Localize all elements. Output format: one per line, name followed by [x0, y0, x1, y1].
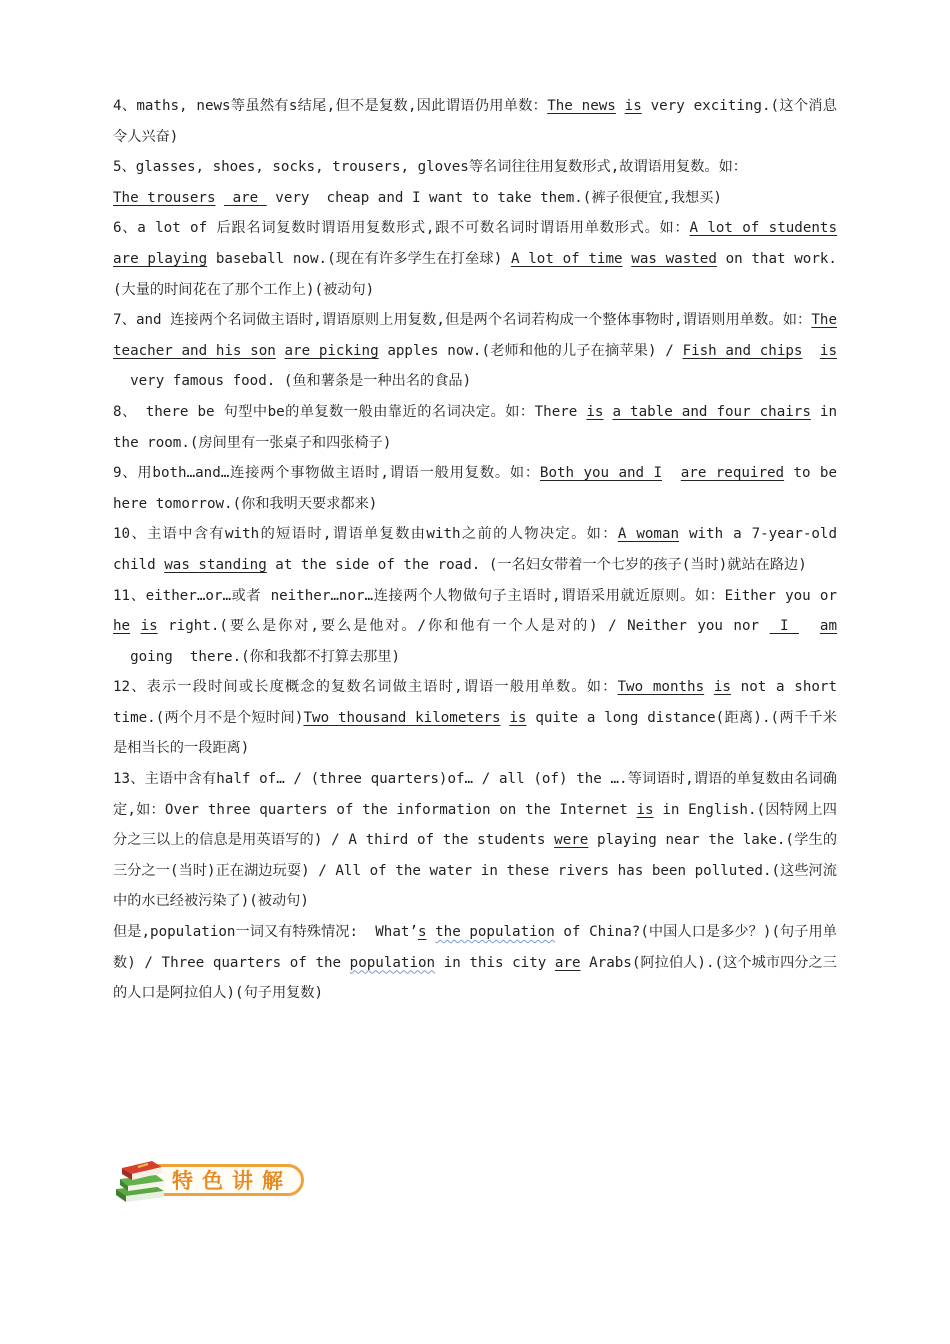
rule-7 [113, 305, 837, 397]
underlined-subject: I [769, 618, 799, 635]
text: 12、表示一段时间或长度概念的复数名词做主语时,谓语一般用单数。如： [113, 679, 618, 696]
rule-13 [113, 764, 837, 917]
underlined-subject: Both you and I [539, 465, 662, 482]
rule-12 [113, 672, 837, 764]
underlined-subject: The teacher and his son [113, 312, 837, 359]
text: quite a long distance(距离).(两千千米是相当长的一段距离) [113, 709, 837, 757]
underlined-verb: was wasted [631, 250, 717, 267]
rule-11 [113, 581, 837, 673]
text: with a 7-year-old child [113, 526, 837, 573]
text: 8、 there be 句型中be的单复数一般由靠近的名词决定。如：There [113, 403, 587, 420]
underlined-subject: he [113, 618, 131, 635]
text [130, 618, 140, 634]
underlined-subject: Two thousand kilometers [303, 709, 501, 726]
underlined-verb: is [636, 801, 654, 818]
text [427, 924, 436, 940]
underlined-verb: was standing [164, 556, 267, 573]
rule-5 [113, 152, 837, 213]
underlined-verb: is [713, 679, 731, 696]
underlined-verb: were [554, 832, 589, 849]
underlined-subject: A lot of students [689, 220, 837, 237]
rule-9 [113, 458, 837, 519]
text: playing near the lake.(学生的三分之一(当时)正在湖边玩耍) / All of the water in these rivers has been polluted.(这些河流中的水已经被污染了)(被动句) [113, 832, 838, 910]
text: at the side of the road. (一名妇女带着一个七岁的孩子(当时)就站在路边) [266, 556, 807, 573]
text [662, 465, 681, 481]
text: apples now.(老师和他的儿子在摘苹果) / [378, 342, 683, 359]
rule-6 [113, 213, 837, 305]
text: not a short time.(两个月不是个短时间) [113, 679, 838, 726]
text: very cheap and I want to take them.(裤子很便宜,我想买) [266, 189, 722, 206]
text: 10、主语中含有with的短语时,谓语单复数由with之前的人物决定。如： [113, 526, 618, 543]
underlined-verb: is [140, 618, 158, 635]
underlined-subject: Fish and chips [682, 342, 803, 359]
underlined-verb: is [586, 403, 604, 420]
underlined-verb: am [819, 618, 837, 635]
text: 但是,population一词又有特殊情况: What’ [113, 924, 418, 941]
underlined-subject: The trousers [113, 189, 216, 206]
rule-4 [113, 91, 837, 152]
grammar-rules-text [113, 91, 837, 1009]
underlined-verb: is [509, 709, 527, 726]
text [623, 251, 632, 267]
underlined-verb: are required [680, 465, 785, 482]
text: 4、maths, news等虽然有s结尾,但不是复数,因此谓语仍用单数： [113, 98, 548, 114]
text [802, 343, 819, 359]
text: 6、a lot of 后跟名词复数时谓语用复数形式,跟不可数名词时谓语用单数形式。如： [113, 220, 690, 237]
underlined-verb: are playing [113, 250, 208, 267]
underlined-subject: the population [435, 924, 555, 941]
text: 9、用both…and…连接两个事物做主语时,谓语一般用复数。如： [113, 465, 540, 482]
underlined-subject: Two months [617, 679, 705, 696]
underlined-subject: A lot of time [511, 250, 623, 267]
text: in the room.(房间里有一张桌子和四张椅子) [113, 403, 838, 451]
underlined-verb: is [819, 342, 837, 359]
text [799, 618, 820, 634]
text: 13、主语中含有half of… / (three quarters)of… / all (of) the ….等词语时,谓语的单复数由名词确定,如：Over three quarters of the information on the Internet [113, 771, 837, 818]
text: 5、glasses, shoes, socks, trousers, gloves等名词往往用复数形式,故谓语用复数。如： [113, 159, 747, 176]
rule-8 [113, 397, 837, 458]
text [616, 98, 625, 114]
banner-title: 特色讲解 [172, 1169, 292, 1193]
underlined-verb: are [224, 189, 267, 206]
text: 7、and 连接两个名词做主语时,谓语原则上用复数,但是两个名词若构成一个整体事物时,谓语则用单数。如： [113, 312, 812, 329]
text: on that work.(大量的时间花在了那个工作上)(被动句) [113, 250, 837, 298]
text: in this city [435, 954, 555, 971]
underlined-verb: is [624, 98, 642, 114]
text: very exciting.(这个消息令人兴奋) [113, 98, 837, 145]
text [704, 679, 714, 695]
section-banner [114, 1155, 310, 1205]
text: 11、either…or…或者 neither…nor…连接两个人物做句子主语时,谓语采用就近原则。如：Either you or [113, 587, 837, 604]
text: in English.(因特网上四分之三以上的信息是用英语写的) / A third of the students [113, 801, 837, 849]
text: baseball now.(现在有许多学生在打垒球) [207, 250, 511, 267]
underlined-verb: are picking [284, 342, 379, 359]
text: of China?(中国人口是多少？)(句子用单数) / Three quarters of the [113, 924, 837, 971]
text [276, 343, 285, 359]
text [216, 190, 225, 206]
rule-10 [113, 519, 837, 580]
text: right.(要么是你对,要么是他对。/你和他有一个人是对的) / Neither you nor [157, 618, 770, 635]
underlined-verb: are [554, 954, 581, 971]
text: very famous food. (鱼和薯条是一种出名的食品) [113, 373, 472, 390]
books-icon [114, 1155, 174, 1205]
underlined-subject: The news [547, 98, 616, 114]
text: Arabs(阿拉伯人).(这个城市四分之三的人口是阿拉伯人)(句子用复数) [113, 954, 837, 1002]
underlined-subject: A woman [617, 526, 680, 543]
text: going there.(你和我都不打算去那里) [113, 648, 401, 665]
underlined-subject: a table and four chairs [612, 403, 811, 420]
underlined-verb: s [417, 924, 427, 941]
population-note [113, 917, 837, 1009]
wavy-underlined-word: population [349, 954, 436, 971]
text: to be here tomorrow.(你和我明天要求都来) [113, 465, 838, 512]
